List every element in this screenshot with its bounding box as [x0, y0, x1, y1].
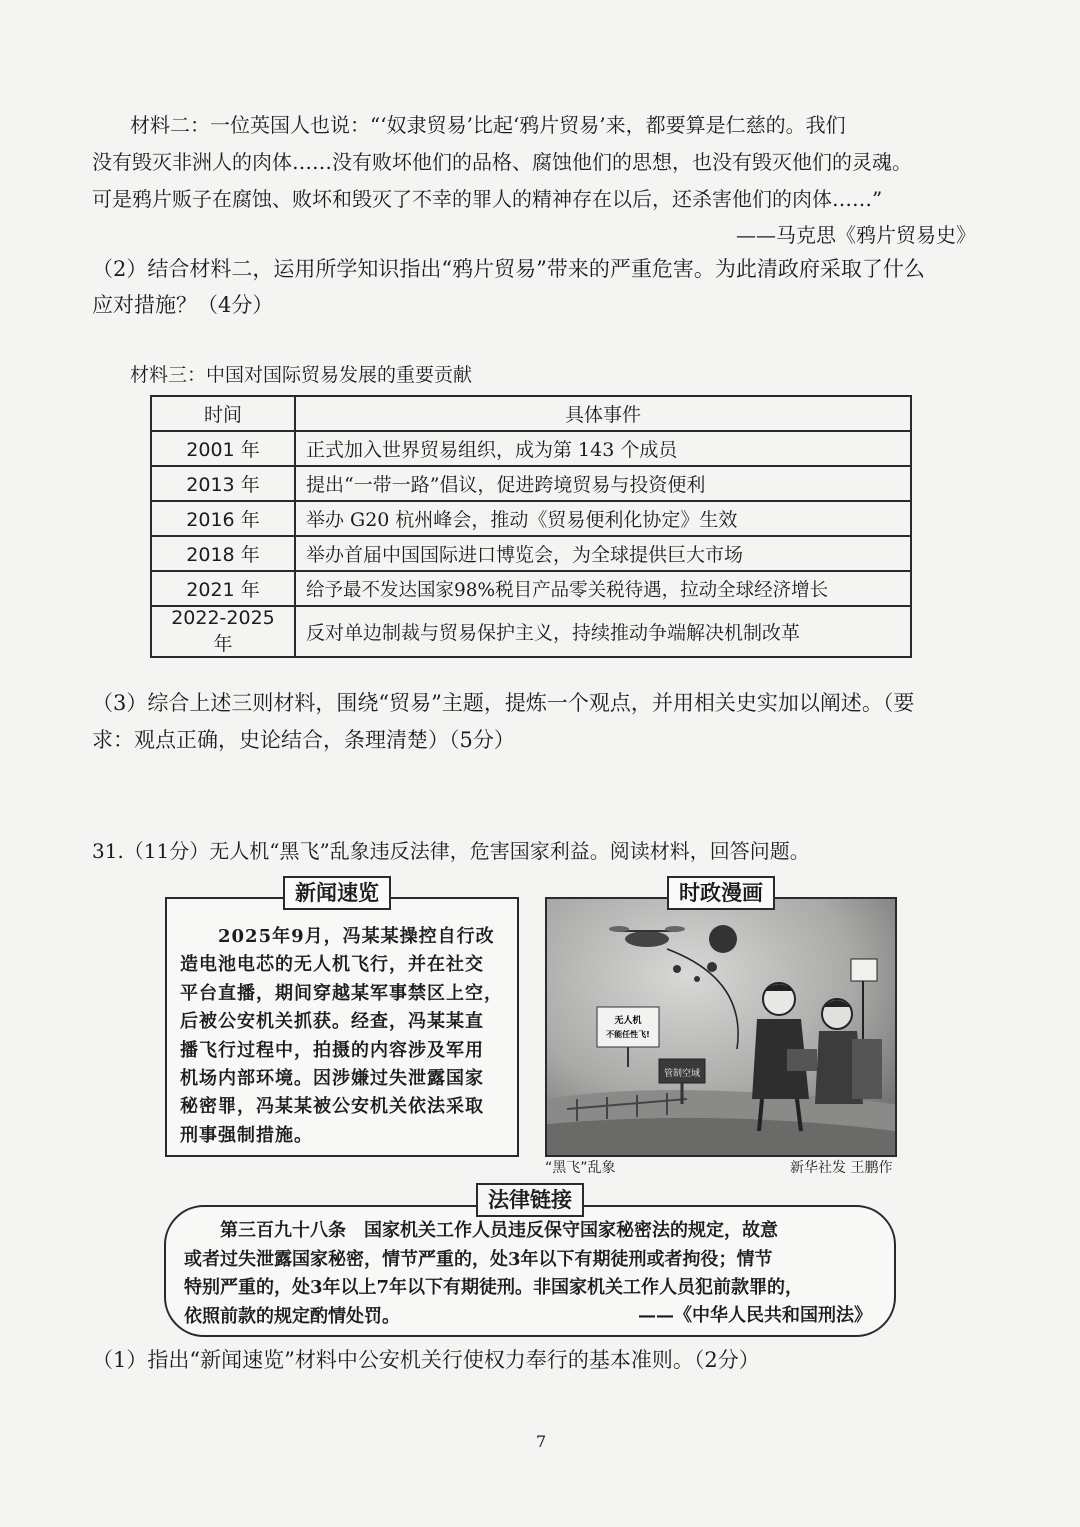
news-brief-tag: 新闻速览: [283, 876, 391, 910]
cartoon-tag: 时政漫画: [667, 876, 775, 910]
table-row: [151, 501, 911, 536]
table-row: [151, 466, 911, 501]
question-3-line-2: 求：观点正确，史论结合，条理清楚）（5分）: [92, 728, 515, 752]
news-line: 平台直播，期间穿越某军事禁区上空，: [180, 982, 503, 1004]
law-line: 或者过失泄露国家秘密，情节严重的，处3年以下有期徒刑或者拘役；情节: [184, 1248, 773, 1270]
table-row: [151, 431, 911, 466]
cartoon-sign-restricted: 管制空域: [663, 1069, 701, 1079]
row-year: 2013 年: [151, 466, 295, 501]
news-line: 机场内部环境。因涉嫌过失泄露国家: [180, 1068, 484, 1090]
table-row: [151, 571, 911, 606]
row-event: 提出“一带一路”倡议，促进跨境贸易与投资便利: [295, 466, 911, 501]
row-year: 2016 年: [151, 501, 295, 536]
question-31-1: （1）指出“新闻速览”材料中公安机关行使权力奉行的基本准则。（2分）: [92, 1348, 760, 1372]
row-year: 2018 年: [151, 536, 295, 571]
row-year: 2022-2025 年: [151, 606, 295, 657]
table-row: [151, 606, 911, 657]
news-brief-box: [165, 897, 519, 1157]
material2-source: ——马克思《鸦片贸易史》: [736, 223, 976, 247]
row-event: 举办 G20 杭州峰会，推动《贸易便利化协定》生效: [295, 501, 911, 536]
cartoon-caption: “黑飞”乱象: [545, 1160, 616, 1176]
cartoon-illustration: [547, 899, 895, 1155]
news-line: 造电池电芯的无人机飞行，并在社交: [180, 954, 484, 976]
cartoon-sign-line-2: 不能任性飞!: [606, 1030, 650, 1039]
question-2-line-1: （2）结合材料二，运用所学知识指出“鸦片贸易”带来的严重危害。为此清政府采取了什么: [92, 257, 925, 281]
news-line: 秘密罪，冯某某被公安机关依法采取: [180, 1096, 484, 1118]
law-line: 特别严重的，处3年以上7年以下有期徒刑。非国家机关工作人员犯前款罪的，: [184, 1277, 804, 1298]
material2-line-2: 没有毁灭非洲人的肉体……没有败坏他们的品格、腐蚀他们的思想，也没有毁灭他们的灵魂。: [92, 150, 912, 174]
news-line: 2025年9月，冯某某操控自行改: [180, 926, 495, 947]
news-line: 后被公安机关抓获。经查，冯某某直: [180, 1011, 484, 1033]
cartoon-sign-line-1: 无人机: [614, 1016, 642, 1026]
material2-line-3: 可是鸦片贩子在腐蚀、败坏和毁灭了不幸的罪人的精神存在以后，还杀害他们的肉体……”: [92, 187, 883, 211]
question-3-line-1: （3）综合上述三则材料，围绕“贸易”主题，提炼一个观点，并用相关史实加以阐述。（要: [92, 691, 915, 715]
row-year: 2001 年: [151, 431, 295, 466]
trade-contribution-table: [150, 395, 912, 658]
row-event: 给予最不发达国家98%税目产品零关税待遇，拉动全球经济增长: [295, 571, 911, 606]
news-line: 刑事强制措施。: [180, 1124, 313, 1146]
row-year: 2021 年: [151, 571, 295, 606]
law-link-box: [164, 1205, 896, 1337]
news-brief-text: [180, 923, 506, 1150]
row-event: 举办首届中国国际进口博览会，为全球提供巨大市场: [295, 536, 911, 571]
header-time: 时间: [151, 396, 295, 431]
law-source: ——《中华人民共和国刑法》: [638, 1305, 872, 1326]
page-number: 7: [536, 1432, 547, 1451]
header-event: 具体事件: [295, 396, 911, 431]
law-link-tag: 法律链接: [476, 1183, 584, 1217]
law-line: 依照前款的规定酌情处罚。: [184, 1305, 400, 1327]
news-line: 播飞行过程中，拍摄的内容涉及军用: [180, 1039, 484, 1061]
table-row: [151, 536, 911, 571]
question-31-title: 31.（11分）无人机“黑飞”乱象违反法律，危害国家利益。阅读材料，回答问题。: [92, 839, 810, 863]
political-cartoon: [545, 897, 897, 1157]
material3-title: 材料三：中国对国际贸易发展的重要贡献: [130, 364, 473, 386]
material2-line-1: 材料二：一位英国人也说：“‘奴隶贸易’比起‘鸦片贸易’来，都要算是仁慈的。我们: [130, 113, 846, 137]
cartoon-credit: 新华社发 王鹏作: [790, 1160, 893, 1176]
row-event: 反对单边制裁与贸易保护主义，持续推动争端解决机制改革: [295, 606, 911, 657]
table-header-row: [151, 396, 911, 431]
law-line: 第三百九十八条 国家机关工作人员违反保守国家秘密法的规定，故意: [184, 1220, 778, 1241]
question-2-line-2: 应对措施？（4分）: [92, 293, 274, 317]
row-event: 正式加入世界贸易组织，成为第 143 个成员: [295, 431, 911, 466]
